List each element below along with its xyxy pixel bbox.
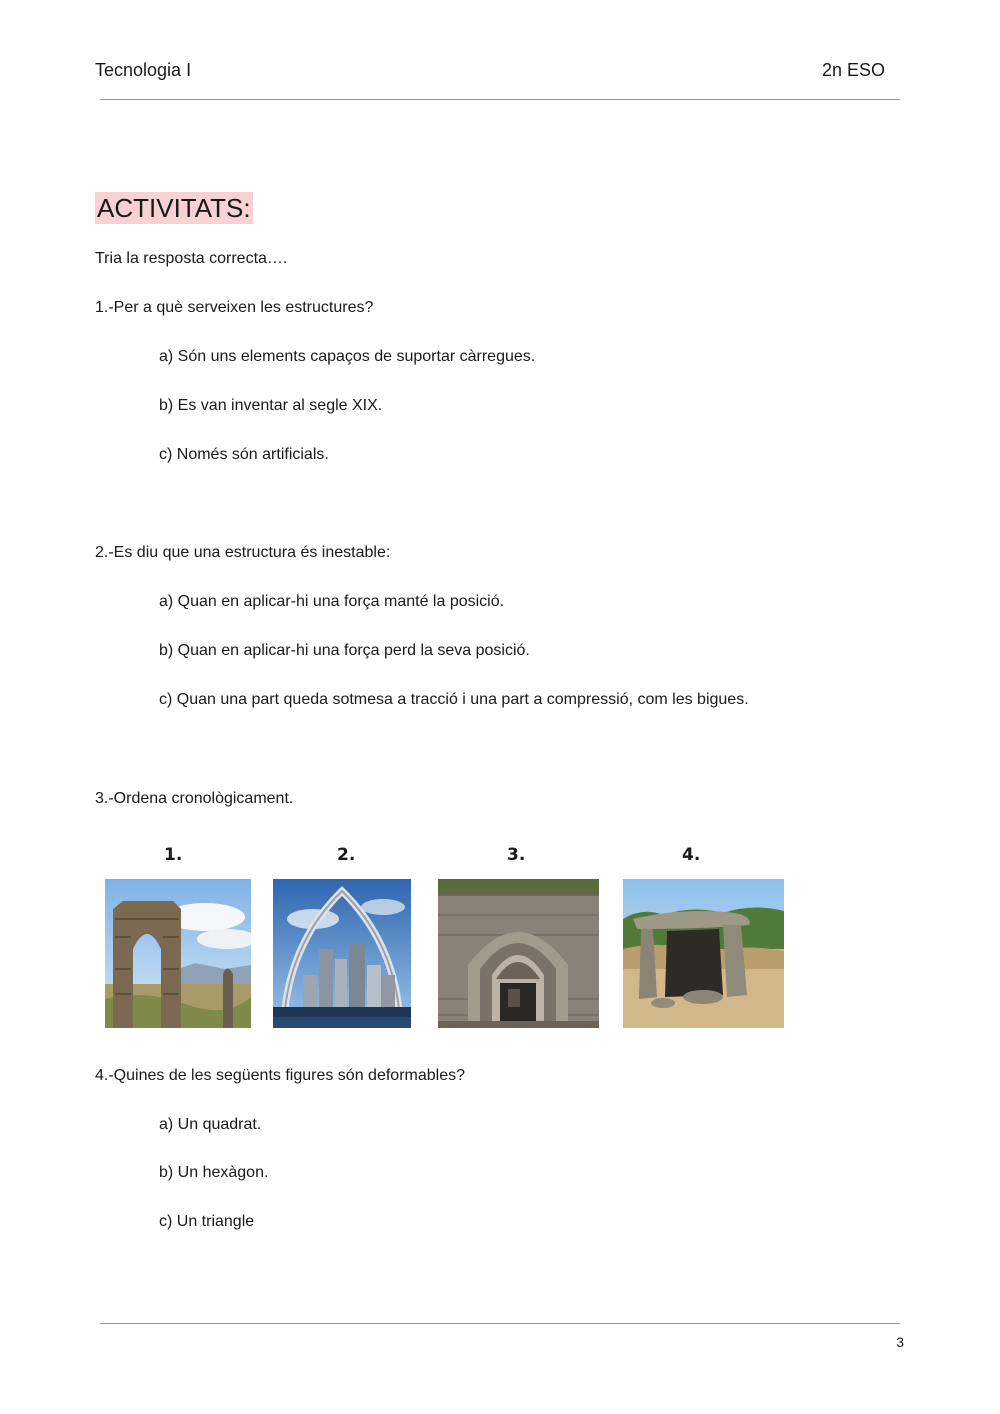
question-3: 3.-Ordena cronològicament. (95, 790, 294, 807)
header-subject: Tecnologia I (95, 60, 192, 80)
page-number: 3 (896, 1334, 904, 1350)
question-2: 2.-Es diu que una estructura és inestable: (95, 544, 391, 561)
question-4-option-c[interactable]: c) Un triangle (159, 1213, 255, 1230)
question-1: 1.-Per a què serveixen les estructures? (95, 299, 374, 316)
question-2-option-c[interactable]: c) Quan una part queda sotmesa a tracció i una part a compressió, com les bigues. (159, 691, 749, 708)
question-2-option-b[interactable]: b) Quan en aplicar-hi una força perd la seva posició. (159, 642, 530, 659)
gateway-arch-image[interactable] (273, 879, 411, 1028)
footer-divider (100, 1323, 900, 1324)
romanesque-portal-image[interactable] (438, 879, 599, 1028)
dolmen-image[interactable] (623, 879, 784, 1028)
instructions: Tria la resposta correcta…. (95, 250, 288, 267)
image-label-1: 1. (164, 845, 183, 865)
image-label-4: 4. (682, 845, 701, 865)
header-divider (100, 99, 900, 100)
question-4-option-b[interactable]: b) Un hexàgon. (159, 1164, 269, 1181)
page-title: ACTIVITATS: (97, 193, 251, 223)
image-label-2: 2. (337, 845, 356, 865)
question-4-option-a[interactable]: a) Un quadrat. (159, 1116, 262, 1133)
question-4: 4.-Quines de les següents figures són deformables? (95, 1067, 465, 1084)
image-label-3: 3. (507, 845, 526, 865)
question-1-option-b[interactable]: b) Es van inventar al segle XIX. (159, 397, 383, 414)
header-grade: 2n ESO (821, 60, 885, 80)
question-2-option-a[interactable]: a) Quan en aplicar-hi una força manté la posició. (159, 593, 505, 610)
question-1-option-a[interactable]: a) Són uns elements capaços de suportar càrregues. (159, 348, 536, 365)
roman-arch-image[interactable] (105, 879, 251, 1028)
question-1-option-c[interactable]: c) Només són artificials. (159, 446, 329, 463)
